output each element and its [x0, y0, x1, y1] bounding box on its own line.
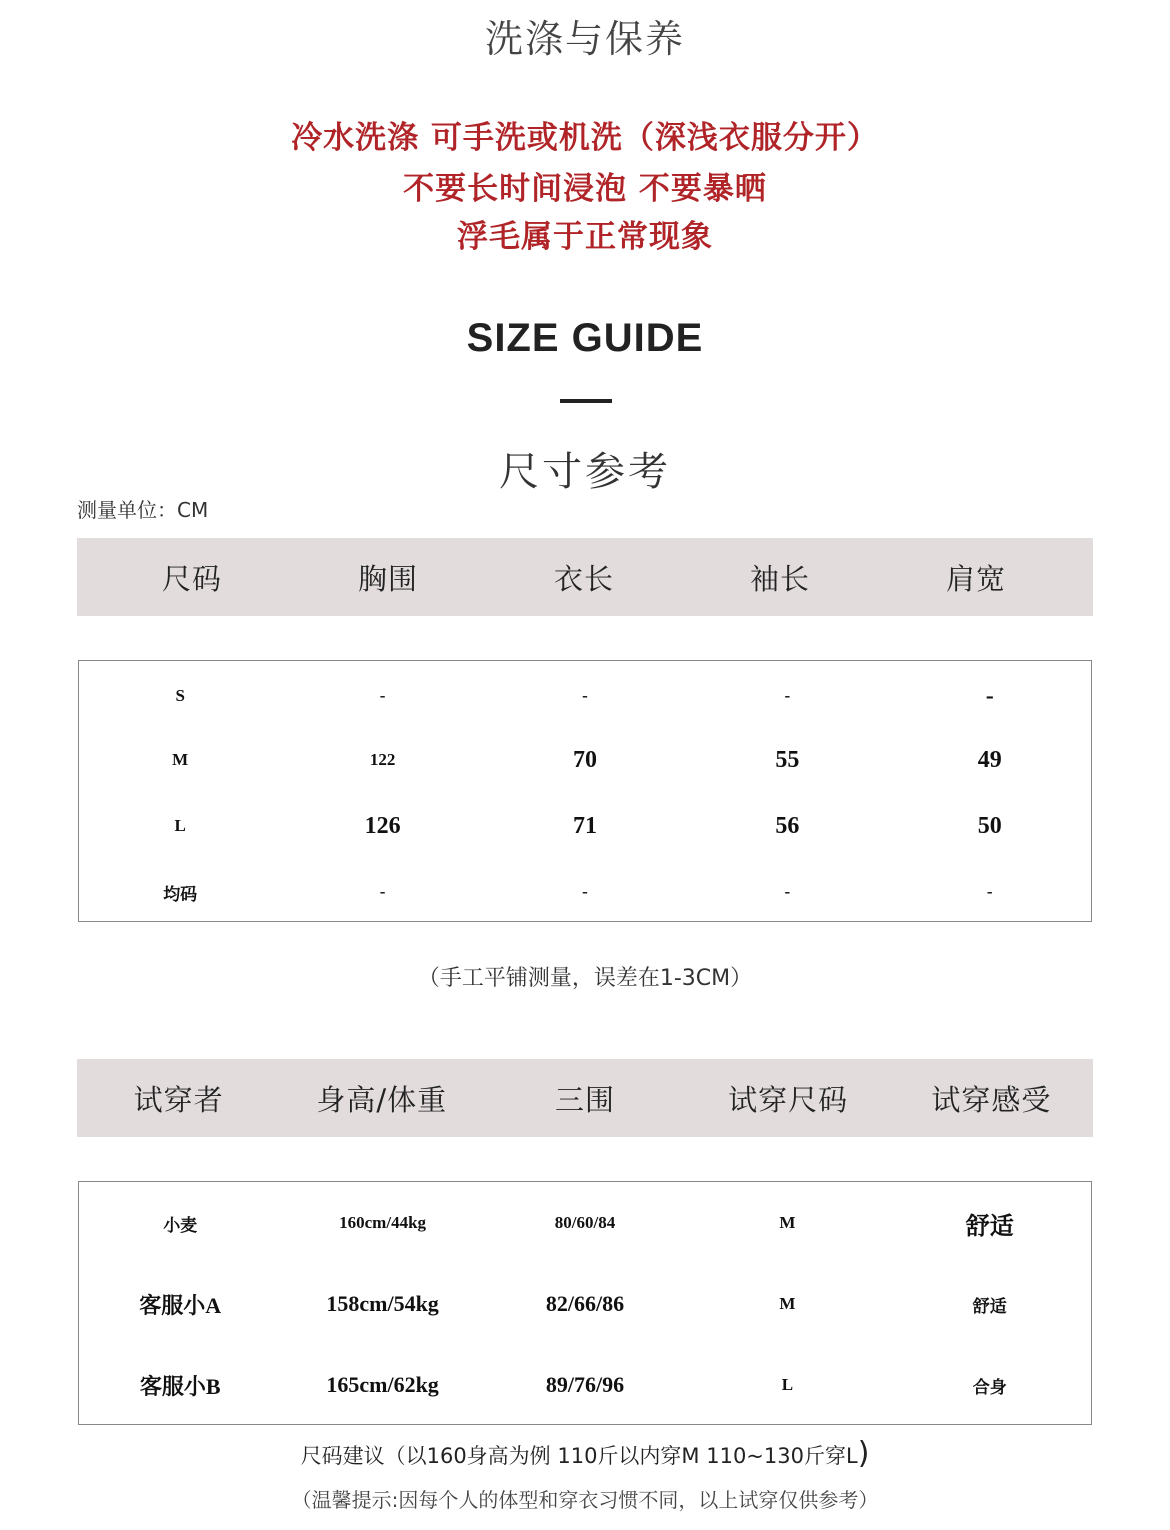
- table-cell: 客服小A: [139, 1292, 222, 1318]
- table-cell: 56: [775, 812, 800, 839]
- table-cell: 49: [977, 746, 1002, 773]
- table-cell: 82/66/86: [545, 1291, 625, 1316]
- table-cell: 客服小B: [139, 1373, 221, 1399]
- table-cell: M: [779, 1213, 796, 1232]
- tryon-tip: （温馨提示:因每个人的体型和穿衣习惯不同，以上试穿仅供参考）: [291, 1488, 879, 1512]
- table-cell: -: [784, 686, 791, 705]
- table-cell: 均码: [163, 884, 198, 904]
- table-cell: 71: [572, 812, 597, 839]
- care-line-3: 浮毛属于正常现象: [457, 219, 713, 255]
- table-cell: S: [175, 686, 185, 705]
- table-row: [79, 1365, 1091, 1405]
- table-cell: M: [779, 1294, 796, 1313]
- table-cell: L: [781, 1375, 794, 1394]
- size-guide-title-cn: 尺寸参考: [499, 449, 671, 495]
- header-size: 尺码: [161, 561, 222, 596]
- table-cell: 126: [364, 812, 401, 839]
- header-sleeve: 袖长: [749, 561, 810, 596]
- table-row: [79, 1203, 1091, 1243]
- table-row: [79, 740, 1091, 780]
- table-cell: -: [379, 882, 386, 901]
- header-chest: 胸围: [357, 561, 418, 596]
- header-length: 衣长: [553, 561, 614, 596]
- header-tester: 试穿者: [133, 1082, 224, 1117]
- size-advice: [0, 1436, 1170, 1471]
- table-row: [79, 806, 1091, 846]
- table-cell: 160cm/44kg: [339, 1213, 427, 1232]
- table-cell: -: [784, 882, 791, 901]
- table-cell: -: [379, 686, 386, 705]
- table-cell: 50: [977, 812, 1002, 839]
- size-advice-close: ): [857, 1436, 870, 1471]
- table-cell: 80/60/84: [554, 1213, 616, 1232]
- table-row: [79, 676, 1091, 716]
- size-advice-text: 尺码建议（以160身高为例 110斤以内穿M 110~130斤穿L: [300, 1444, 858, 1468]
- measurement-note: （手工平铺测量，误差在1-3CM）: [417, 966, 753, 991]
- tryon-table: [78, 1181, 1092, 1425]
- size-table-header: [77, 538, 1093, 616]
- table-cell: 合身: [972, 1377, 1007, 1397]
- header-height-weight: 身高/体重: [316, 1082, 448, 1117]
- table-cell: 158cm/54kg: [326, 1291, 439, 1316]
- header-measurements: 三围: [554, 1082, 615, 1117]
- table-cell: 165cm/62kg: [326, 1372, 439, 1397]
- table-cell: 小麦: [163, 1215, 198, 1235]
- table-cell: 70: [572, 746, 597, 773]
- table-cell: 89/76/96: [545, 1372, 625, 1397]
- table-cell: -: [985, 682, 994, 709]
- table-cell: M: [172, 750, 189, 769]
- table-cell: -: [582, 882, 588, 901]
- header-tryon-size: 试穿尺码: [728, 1082, 849, 1117]
- table-cell: 122: [369, 750, 396, 769]
- table-row: [79, 872, 1091, 912]
- table-cell: L: [174, 816, 186, 835]
- tryon-table-header: [77, 1059, 1093, 1137]
- table-row: [79, 1284, 1091, 1324]
- size-guide-title: SIZE GUIDE: [466, 316, 704, 360]
- table-cell: -: [986, 882, 993, 901]
- table-cell: 55: [775, 746, 800, 773]
- header-tryon-feel: 试穿感受: [931, 1082, 1052, 1117]
- measurement-unit: 测量单位：CM: [77, 498, 209, 522]
- header-shoulder: 肩宽: [945, 561, 1006, 596]
- table-cell: 舒适: [965, 1213, 1014, 1240]
- title-divider: [560, 399, 612, 403]
- table-cell: 舒适: [972, 1296, 1007, 1316]
- table-cell: -: [582, 686, 588, 705]
- care-title: 洗涤与保养: [484, 17, 685, 61]
- care-line-2: 不要长时间浸泡 不要暴晒: [403, 171, 767, 207]
- size-table: [78, 660, 1092, 922]
- care-line-1: 冷水洗涤 可手洗或机洗（深浅衣服分开）: [291, 120, 879, 156]
